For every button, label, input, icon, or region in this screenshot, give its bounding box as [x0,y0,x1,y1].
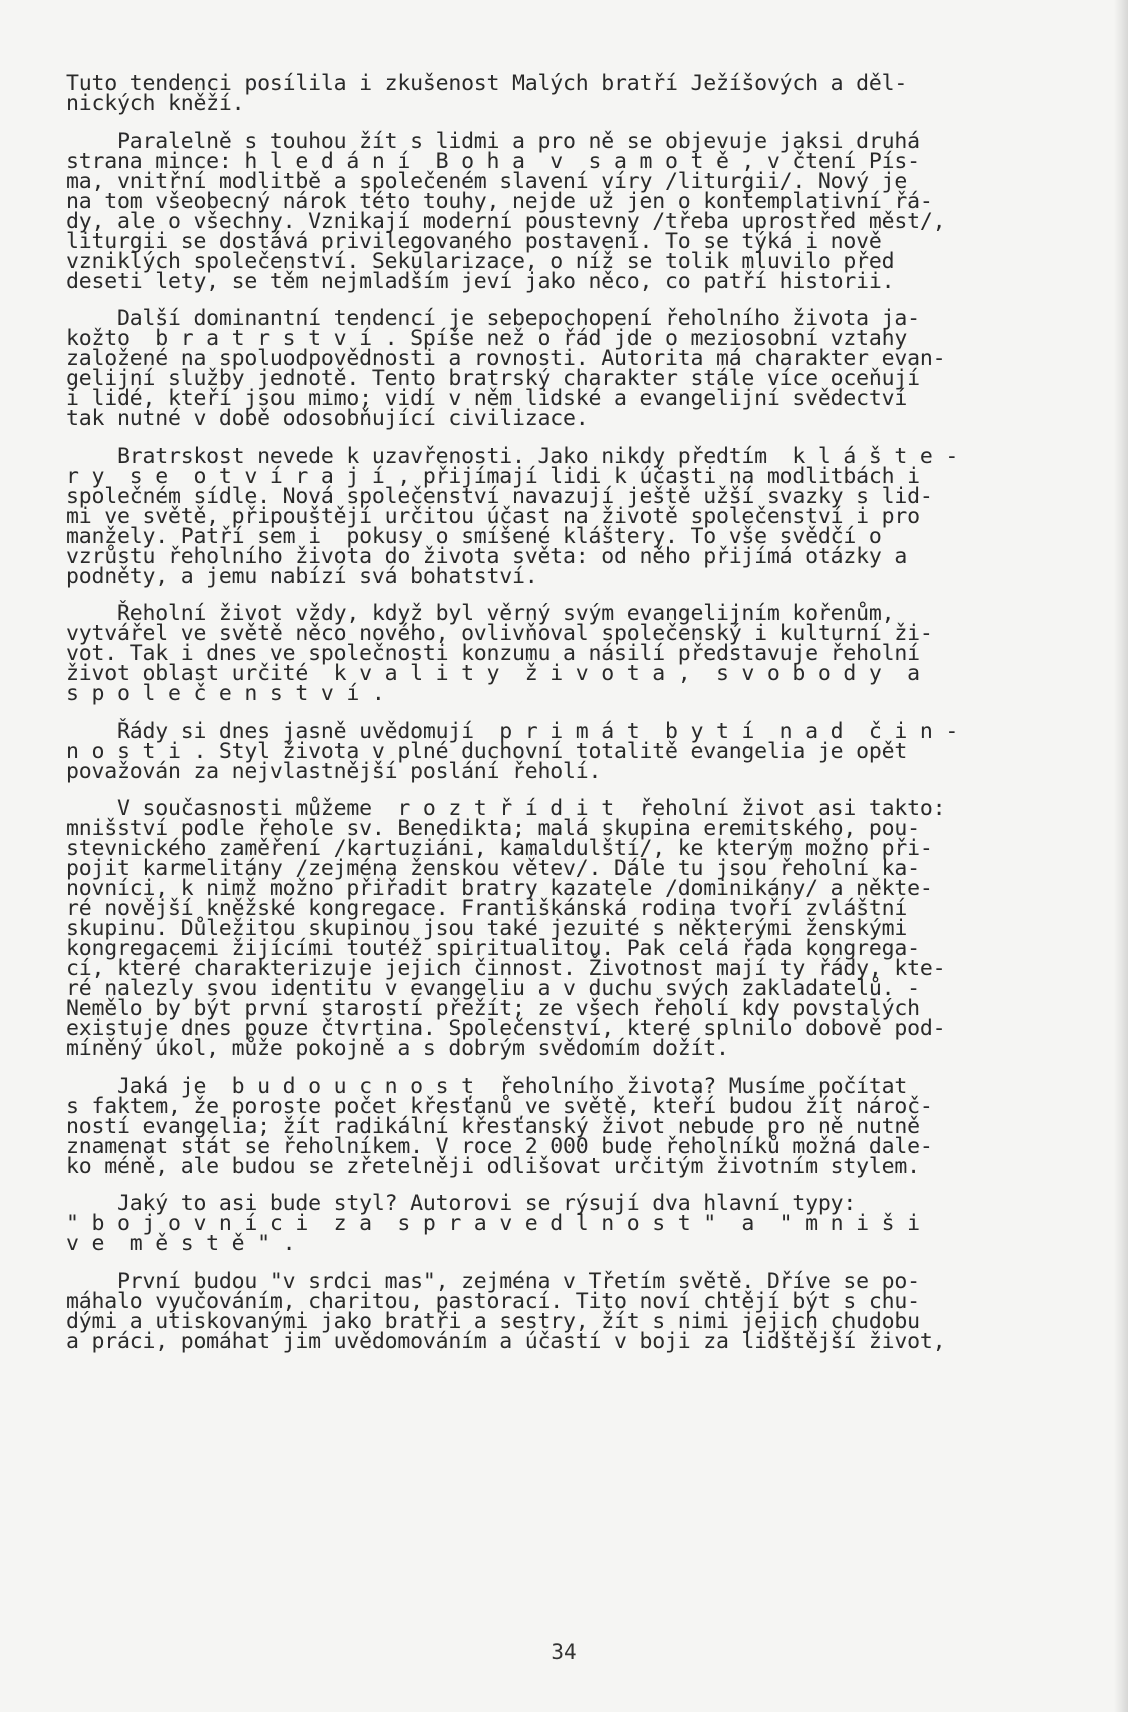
text-line: život oblast určité k v a l i t y ž i v o t a , s v o b o d y a [66,661,920,686]
text-line: vot. Tak i dnes ve společnosti konzumu a násilí představuje řeholní [66,641,920,666]
paragraph [66,796,1076,1061]
text-line: v e m ě s t ě " . [66,1231,296,1256]
page-number: 34 [551,1640,577,1664]
text-line: máhalo vyučováním, charitou, pastorací. Tito noví chtějí být s chu- [66,1288,920,1314]
paragraph [66,306,1076,431]
text-line: manžely. Patří sem i pokusy o smíšené kláštery. To vše svědčí o [66,523,882,549]
paragraph [66,128,1076,294]
text-line: skupinu. Důležitou skupinou jsou také jezuité s některými ženskými [66,916,908,941]
text-line: založené na spoluodpovědnosti a rovnosti. Autorita má charakter evan- [66,346,946,371]
text-line: s faktem, že poroste počet křesťanů ve světě, kteří budou žít nároč- [66,1093,933,1119]
text-line: Jaký to asi bude styl? Autorovi se rýsují dva hlavní typy: [66,1191,857,1216]
text-line: existuje dnes pouze čtvrtina. Společenství, které splnilo dobově pod- [66,1016,946,1041]
text-line: ré novější kněžské kongregace. Františkánská rodina tvoří zvláštní [66,896,908,921]
text-line: r y s e o t v í r a j í , přijímají lidi k účasti na modlitbách i [66,463,920,489]
text-line: na tom všeobecný nárok této touhy, nejde už jen o kontemplativní řá- [66,188,933,214]
text-line: Nemělo by být první starostí přežít; ze všech řeholí kdy povstalých [66,996,920,1021]
text-line: stevnického zaměření /kartuziáni, kamaldulští/, ke kterým možno při- [66,836,933,861]
text-line: liturgii se dostává privilegovaného postavení. To se týká i nově [66,228,882,254]
paragraph [66,1191,1076,1256]
text-line: vzniklých společenství. Sekularizace, o níž se tolik mluvilo před [66,248,895,274]
text-line: deseti lety, se těm nejmladším jeví jako něco, co patří historii. [66,268,895,294]
text-line: Tuto tendenci posílila i zkušenost Malých bratří Ježíšových a děl- [66,71,908,96]
text-line: První budou "v srdci mas", zejména v Třetím světě. Dříve se po- [66,1268,920,1294]
text-line: Řády si dnes jasně uvědomují p r i m á t b y t í n a d č i n - [66,718,959,744]
text-line: podněty, a jemu nabízí svá bohatství. [66,563,538,589]
text-line: Jaká je b u d o u c n o s t řeholního života? Musíme počítat [66,1073,908,1099]
text-line: strana mince: h l e d á n í B o h a v s a m o t ě , v čtení Pís- [66,148,920,174]
text-line: míněný úkol, může pokojně a s dobrým svědomím dožít. [66,1036,729,1061]
text-line: pojit karmelitány /zejména ženskou větev/. Dále tu jsou řeholní ka- [66,856,920,881]
text-line: cí, které charakterizuje jejich činnost. Životnost mají ty řády, kte- [66,956,946,981]
text-line: novníci, k nimž možno přiřadit bratry kazatele /dominikány/ a někte- [66,876,933,901]
text-line: s p o l e č e n s t v í . [66,681,385,706]
text-line: tak nutné v době odosobňující civilizace. [66,406,589,431]
paragraph [66,1268,1076,1354]
paragraph [66,71,1076,116]
text-line: n o s t i . Styl života v plné duchovní totalitě evangelia je opět [66,738,908,764]
text-line: nických kněží. [66,91,245,116]
text-line: Paralelně s touhou žít s lidmi a pro ně se objevuje jaksi druhá [66,128,920,154]
text-line: Bratrskost nevede k uzavřenosti. Jako nikdy předtím k l á š t e - [66,443,959,469]
text-line: ma, vnitřní modlitbě a společeném slavení víry /liturgii/. Nový je [66,168,908,194]
paragraph [66,1073,1076,1179]
text-line: vzrůstu řeholního života do života světa: od něho přijímá otázky a [66,543,908,569]
text-line: Další dominantní tendencí je sebepochopení řeholního života ja- [66,306,920,331]
text-line: vytvářel ve světě něco nového, ovlivňoval společenský i kulturní ži- [66,621,933,646]
text-line: kožto b r a t r s t v í . Spíše než o řád jde o meziosobní vztahy [66,326,908,351]
text-line: znamenat stát se řeholníkem. V roce 2 000 bude řeholníků možná dale- [66,1133,933,1159]
text-line: " b o j o v n í c i z a s p r a v e d l n o s t " a " m n i š i [66,1211,920,1236]
text-line: V současnosti můžeme r o z t ř í d i t řeholní život asi takto: [66,796,946,821]
text-line: a práci, pomáhat jim uvědomováním a účastí v boji za lidštější život, [66,1328,946,1354]
text-line: ko méně, ale budou se zřetelněji odlišovat určitým životním stylem. [66,1153,920,1179]
paragraph [66,601,1076,706]
text-line: ností evangelia; žít radikální křesťanský život nebude pro ně nutně [66,1113,920,1139]
text-line: mi ve světě, připouštějí určitou účast na životě společenství i pro [66,503,920,529]
text-line: gelijní služby jednotě. Tento bratrský charakter stále více oceňují [66,366,920,391]
text-line: Řeholní život vždy, když byl věrný svým evangelijním kořenům, [66,601,895,626]
body-text [66,71,1076,1369]
text-line: mnišství podle řehole sv. Benedikta; malá skupina eremitského, pou- [66,816,920,841]
paragraph [66,443,1076,589]
text-line: i lidé, kteří jsou mimo; vidí v něm lidské a evangelijní svědectví [66,386,908,411]
text-line: považován za nejvlastnější poslání řeholí. [66,758,602,784]
text-line: kongregacemi žijícími toutéž spiritualitou. Pak celá řada kongrega- [66,936,920,961]
text-line: ré nalezly svou identitu v evangeliu a v duchu svých zakladatelů. - [66,976,920,1001]
text-line: dy, ale o všechny. Vznikají moderní poustevny /třeba uprostřed měst/, [66,208,946,234]
text-line: dými a utiskovanými jako bratři a sestry, žít s nimi jejich chudobu [66,1308,920,1334]
paragraph [66,718,1076,784]
text-line: společném sídle. Nová společenství navazují ještě užší svazky s lid- [66,483,933,509]
